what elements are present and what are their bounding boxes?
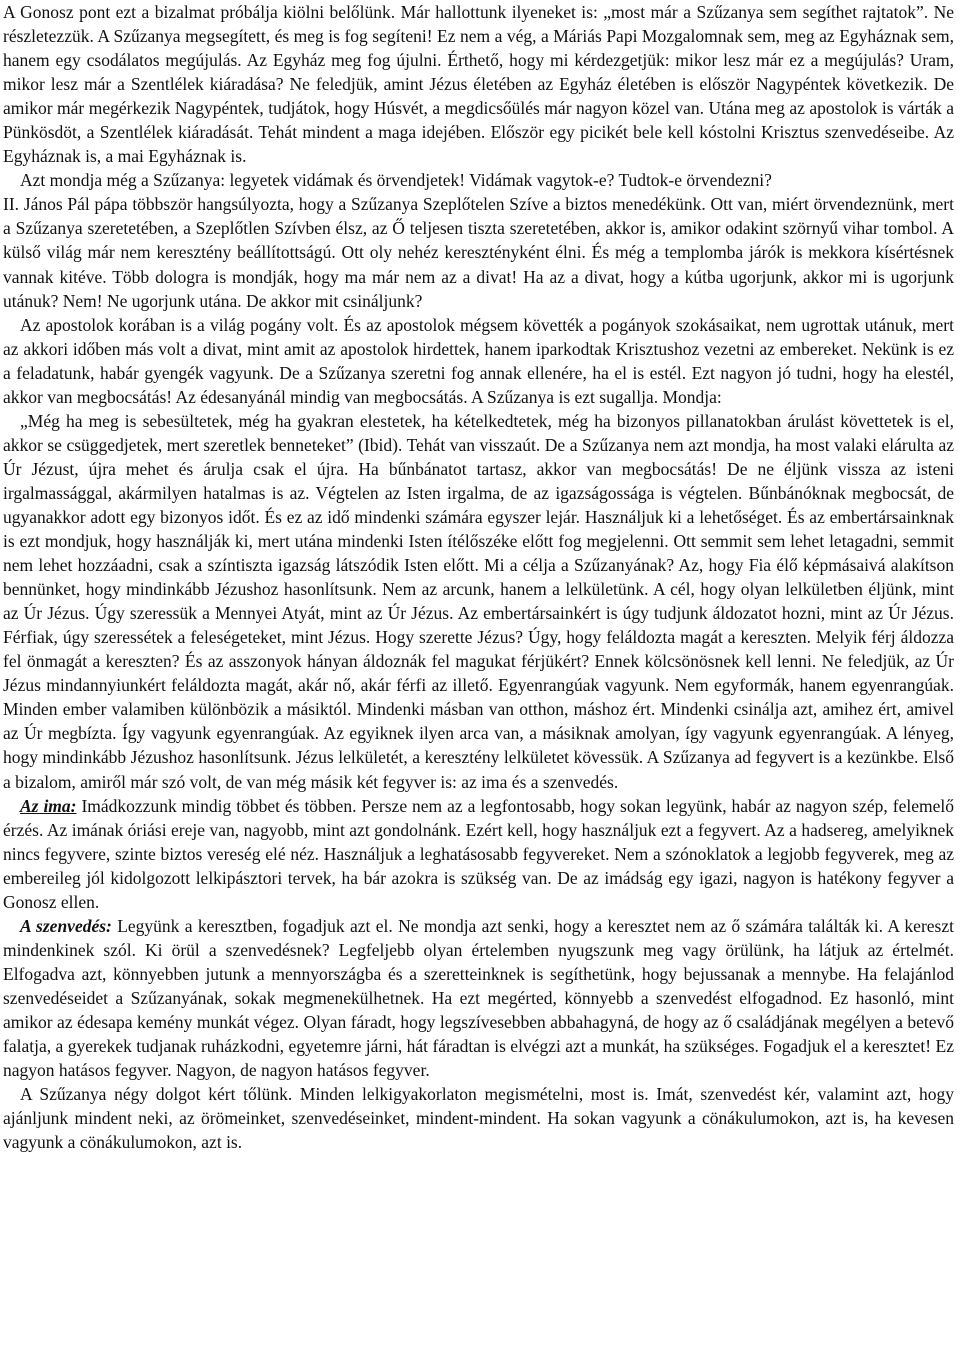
ima-lead: Az ima: [20, 795, 77, 816]
paragraph-ima [3, 794, 954, 914]
paragraph-idezet: „Még ha meg is sebesültetek, még ha gyakran elestetek, ha kételkedtetek, még ha bizonyos pillanatokban árulást követtetek is el, akkor se csüggedjetek, mert szeretlek benneteket” (Ibid). Tehát van visszaút. De a Szűzanya nem azt mondja, ha most valaki elárulta az Úr Jézust, újra mehet és árulja csak el újra. Ha bűnbánatot tartasz, akkor van megbocsátás! De ne éljünk vissza az isteni irgalmassággal, akármilyen hatalmas is az. Végtelen az Isten irgalma, de az igazságossága is végtelen. Bűnbánóknak megbocsát, de ugyanakkor adott egy bizonyos időt. És ez az idő mindenki számára egyszer lejár. Használjuk ki a lehetőséget. És az embertársainknak is ezt mondjuk, hogy használják ki, mert utána mindenki Isten ítélőszéke előtt fog megjelenni. Ott semmit sem lehet letagadni, semmit nem lehet hozzáadni, csak a színtiszta igazság látszódik Isten előtt. Mi a célja a Szűzanyának? Az, hogy Fia élő képmásaivá alakítson bennünket, hogy mindinkább Jézushoz hasonlítsunk. Nem az arcunk, hanem a lelkületünk. A cél, hogy olyan lelkületben éljünk, mint az Úr Jézus. Úgy szeressük a Mennyei Atyát, mint az Úr Jézus. Az embertársainkért is úgy tudjunk áldozatot hozni, mint az Úr Jézus. Férfiak, úgy szeressétek a feleségeteket, mint Jézus. Hogy szerette Jézus? Úgy, hogy feláldozta magát a kereszten. Melyik férj áldozza fel önmagát a kereszten? És az asszonyok hányan áldoznák fel magukat férjükért? Ennek kölcsönösnek kell lenni. Ne feledjük, az Úr Jézus mindannyiunkért feláldozta magát, akár nő, akár férfi az illető. Egyenrangúak vagyunk. Nem egyformák, hanem egyenrangúak. Minden ember valamiben különbözik a másiktól. Mindenki másban van otthon, máshoz ért. Mindenki csinálja azt, amihez ért, amivel az Úr megbízta. Így vagyunk egyenrangúak. Az egyiknek ilyen arca van, a másiknak amolyan, így vagyunk egyenrangúak. A lényeg, hogy mindinkább Jézushoz hasonlítsunk. Jézus lelkületét, a keresztény lelkületet kövessük. A Szűzanya ad fegyvert is a kezünkbe. Első a bizalom, amiről már szó volt, de van még másik két fegyver is: az ima és a szenvedés. [3, 410, 954, 792]
paragraph-negy-dolog: A Szűzanya négy dolgot kért tőlünk. Minden lelkigyakorlaton megismételni, most is. Imát, szenvedést kér, valamint azt, hogy ajánljunk mindent neki, az örömeinket, szenvedéseinket, mindent-mindent. Ha sokan vagyunk a cönákulumokon, azt is, ha kevesen vagyunk a cönákulumokon, azt is. [3, 1084, 954, 1153]
szenvedes-text: Legyünk a keresztben, fogadjuk azt el. Ne mondja azt senki, hogy a keresztet nem az ő számára találták ki. A kereszt mindenkinek szól. Ki örül a szenvedésnek? Legfeljebb olyan értelemben nyugszunk meg vagy örülünk, ha látjuk az értelmét. Elfogadva azt, könnyebben jutunk a mennyországba és a szeretteinknek is segíthetünk, hogy bejussanak a mennybe. Ha felajánlod szenvedéseidet a Szűzanyának, sokak megmenekülhetnek. Ha ezt megérted, könnyebb a szenvedést elfogadnod. Ez hasonló, mint amikor az édesapa kemény munkát végez. Olyan fáradt, hogy legszívesebben abbahagyná, de hogy az ő családjának megélyen a betevő falatja, a gyerekek tudjanak ruházkodni, egyetemre járni, hát fáradtan is elvégzi azt a munkát, ha szükséges. Fogadjuk el a keresztet! Ez nagyon hatásos fegyver. Nagyon, de nagyon hatásos fegyver. [3, 915, 954, 1081]
paragraph-vidamak: Azt mondja még a Szűzanya: legyetek vidámak és örvendjetek! Vidámak vagytok-e? Tudtok-e örvendezni? [20, 170, 772, 191]
szenvedes-lead: A szenvedés: [20, 915, 112, 936]
paragraph-menedek: II. János Pál pápa többször hangsúlyozta, hogy a Szűzanya Szeplőtelen Szíve a biztos menedékünk. Ott van, miért örvendeznünk, mert a Szűzanya szeretetében, a Szeplőtlen Szívben élsz, az Ő teljesen tiszta szeretetében, akkor is, amikor odakint szörnyű vihar tombol. A külső világ már nem keresztény beállítottságú. Ott oly nehéz keresztényként élni. És még a templomba járók is mekkora kísértésnek vannak kitéve. Több dologra is mondják, hogy ma már nem az a divat! Ha az a divat, hogy a kútba ugorjunk, akkor mi is ugorjunk utánuk? Nem! Ne ugorjunk utána. De akkor mit csináljunk? [3, 194, 954, 311]
paragraph-szenvedes [3, 914, 954, 1082]
ima-text: Imádkozzunk mindig többet és többen. Persze nem az a legfontosabb, hogy sokan legyünk, habár az nagyon szép, felemelő érzés. Az imának óriási ereje van, nagyobb, mint azt gondolnánk. Ezért kell, hogy használjuk ezt a fegyvert. Az a hadsereg, amelyiknek nincs fegyvere, szinte biztos vereség elé néz. Használjuk a leghatásosabb fegyvereket. Nem a szónoklatok a legjobb fegyverek, meg az embereileg jól kidolgozott lelkipásztori tervek, ha bár azokra is szükség van. De az imádság egy igazi, nagyon is hatékony fegyver a Gonosz ellen. [3, 795, 954, 912]
paragraph-gonosz-bizalom: A Gonosz pont ezt a bizalmat próbálja kiölni belőlünk. Már hallottunk ilyeneket is: „most már a Szűzanya sem segíthet rajtatok”. Ne részletezzük. A Szűzanya megsegített, és meg is fog segíteni! Ez nem a vég, a Máriás Papi Mozgalomnak sem, meg az Egyháznak sem, hanem egy csodálatos megújulás. Az Egyház meg fog újulni. Érthető, hogy mi kérdezgetjük: mikor lesz már ez a megújulás? Uram, mikor lesz már a Szentlélek kiáradása? Ne feledjük, amint Jézus életében az Egyház életében is először Nagypéntek következik. De amikor már megérkezik Nagypéntek, tudjátok, hogy Húsvét, a megdicsőülés már nagyon közel van. Utána meg az apostolok is várták a Pünkösdöt, a Szentlélek kiáradását. Tehát mindent a maga idejében. Először egy picikét bele kell kóstolni Krisztus szenvedéseibe. Az Egyháznak is, a mai Egyháznak is. [3, 2, 954, 167]
paragraph-apostolok: Az apostolok korában is a világ pogány volt. És az apostolok mégsem követték a pogányok szokásaikat, nem ugrottak utánuk, mert az akkori időben más volt a divat, mint amit az apostolok hirdettek, hanem iparkodtak Krisztushoz vezetni az embereket. Nekünk is ez a feladatunk, habár gyengék vagyunk. De a Szűzanya szeretni fog annak ellenére, ha el is estél. Ezt nagyon jó tudni, hogy ha elestél, akkor van megbocsátás! Az édesanyánál mindig van megbocsátás. A Szűzanya is ezt sugallja. Mondja: [3, 314, 954, 407]
